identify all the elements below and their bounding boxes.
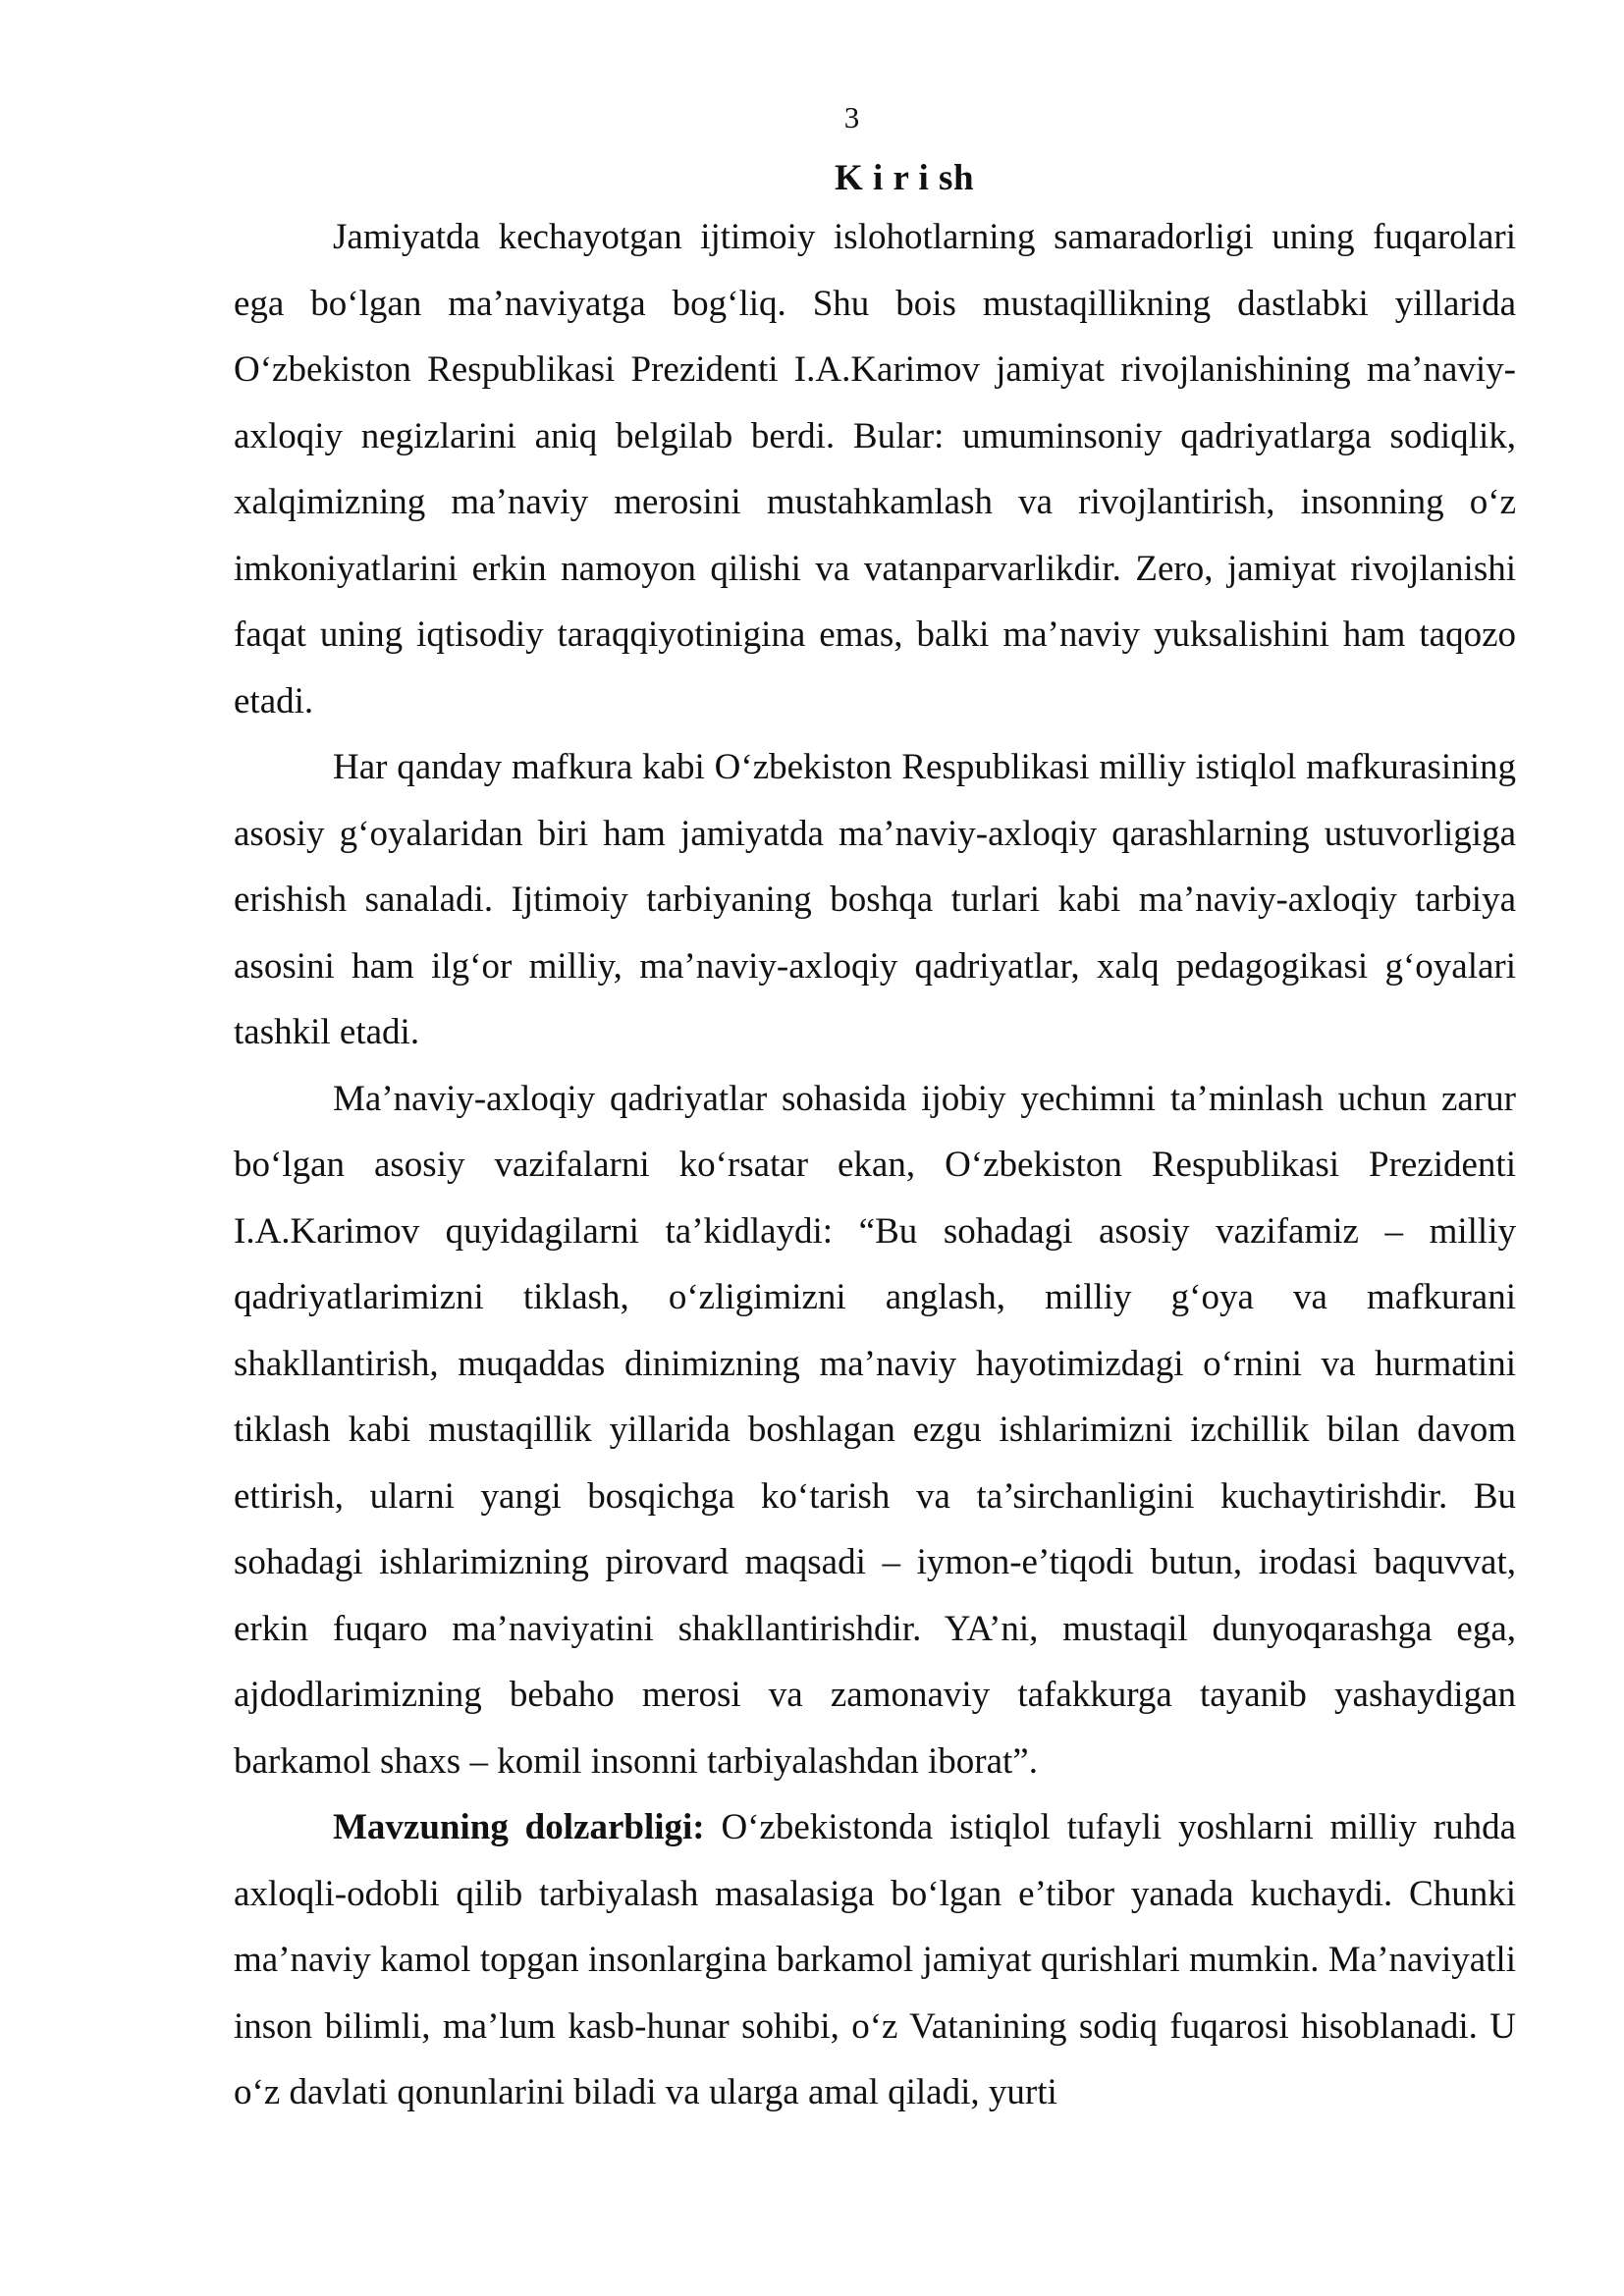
paragraph-lead: Mavzuning dolzarbligi:	[333, 1807, 705, 1847]
paragraph-text: O‘zbekistonda istiqlol tufayli yoshlarni milliy ruhda axloqli-odobli qilib tarbiyalash masalasiga bo‘lgan e’tibor yanada kuchaydi. Chunki ma’naviy kamol topgan insonlargina barkamol jamiyat qurishlari mumkin. Ma’naviyatli inson bilimli, ma’lum kasb-hunar sohibi, o‘z Vatanining sodiq fuqarosi hisoblanadi. U o‘z davlati qonunlarini biladi va ularga amal qiladi, yurti	[234, 1807, 1516, 2112]
paragraph-text: Jamiyatda kechayotgan ijtimoiy islohotlarning samaradorligi uning fuqarolari ega bo‘lgan ma’naviyatga bog‘liq. Shu bois mustaqillikning dastlabki yillarida O‘zbekiston Respublikasi Prezidenti I.A.Karimov jamiyat rivojlanishining ma’naviy-axloqiy negizlarini aniq belgilab berdi. Bular: umuminsoniy qadriyatlarga sodiqlik, xalqimizning ma’naviy merosini mustahkamlash va rivojlantirish, insonning o‘z imkoniyatlarini erkin namoyon qilishi va vatanparvarlikdir. Zero, jamiyat rivojlanishi faqat uning iqtisodiy taraqqiyotinigina emas, balki ma’naviy yuksalishini ham taqozo etadi.	[234, 217, 1516, 721]
paragraph	[234, 734, 1516, 1066]
paragraph-text: Ma’naviy-axloqiy qadriyatlar sohasida ijobiy yechimni ta’minlash uchun zarur bo‘lgan asosiy vazifalarni ko‘rsatar ekan, O‘zbekiston Respublikasi Prezidenti I.A.Karimov quyidagilarni ta’kidlaydi: “Bu sohadagi asosiy vazifamiz – milliy qadriyatlarimizni tiklash, o‘zligimizni anglash, milliy g‘oya va mafkurani shakllantirish, muqaddas dinimizning ma’naviy hayotimizdagi o‘rnini va hurmatini tiklash kabi mustaqillik yillarida boshlagan ezgu ishlarimizni izchillik bilan davom ettirish, ularni yangi bosqichga ko‘tarish va ta’sirchanligini kuchaytirishdir. Bu sohadagi ishlarimizning pirovard maqsadi – iymon-e’tiqodi butun, irodasi baquvvat, erkin fuqaro ma’naviyatini shakllantirishdir. YA’ni, mustaqil dunyoqarashga ega, ajdodlarimizning bebaho merosi va zamonaviy tafakkurga tayanib yashaydigan barkamol shaxs – komil insonni tarbiyalashdan iborat”.	[234, 1078, 1516, 1782]
paragraph	[234, 1794, 1516, 2126]
paragraph-text: Har qanday mafkura kabi O‘zbekiston Respublikasi milliy istiqlol mafkurasining asosiy g‘oyalaridan biri ham jamiyatda ma’naviy-axloqiy qarashlarning ustuvorligiga erishish sanaladi. Ijtimoiy tarbiyaning boshqa turlari kabi ma’naviy-axloqiy tarbiya asosini ham ilg‘or milliy, ma’naviy-axloqiy qadriyatlar, xalq pedagogikasi g‘oyalari tashkil etadi.	[234, 747, 1516, 1052]
paragraph	[234, 204, 1516, 734]
page-number: 3	[843, 100, 860, 134]
paragraph	[234, 1066, 1516, 1795]
section-title: K i r i sh	[834, 158, 975, 198]
page-body	[234, 153, 1516, 2126]
